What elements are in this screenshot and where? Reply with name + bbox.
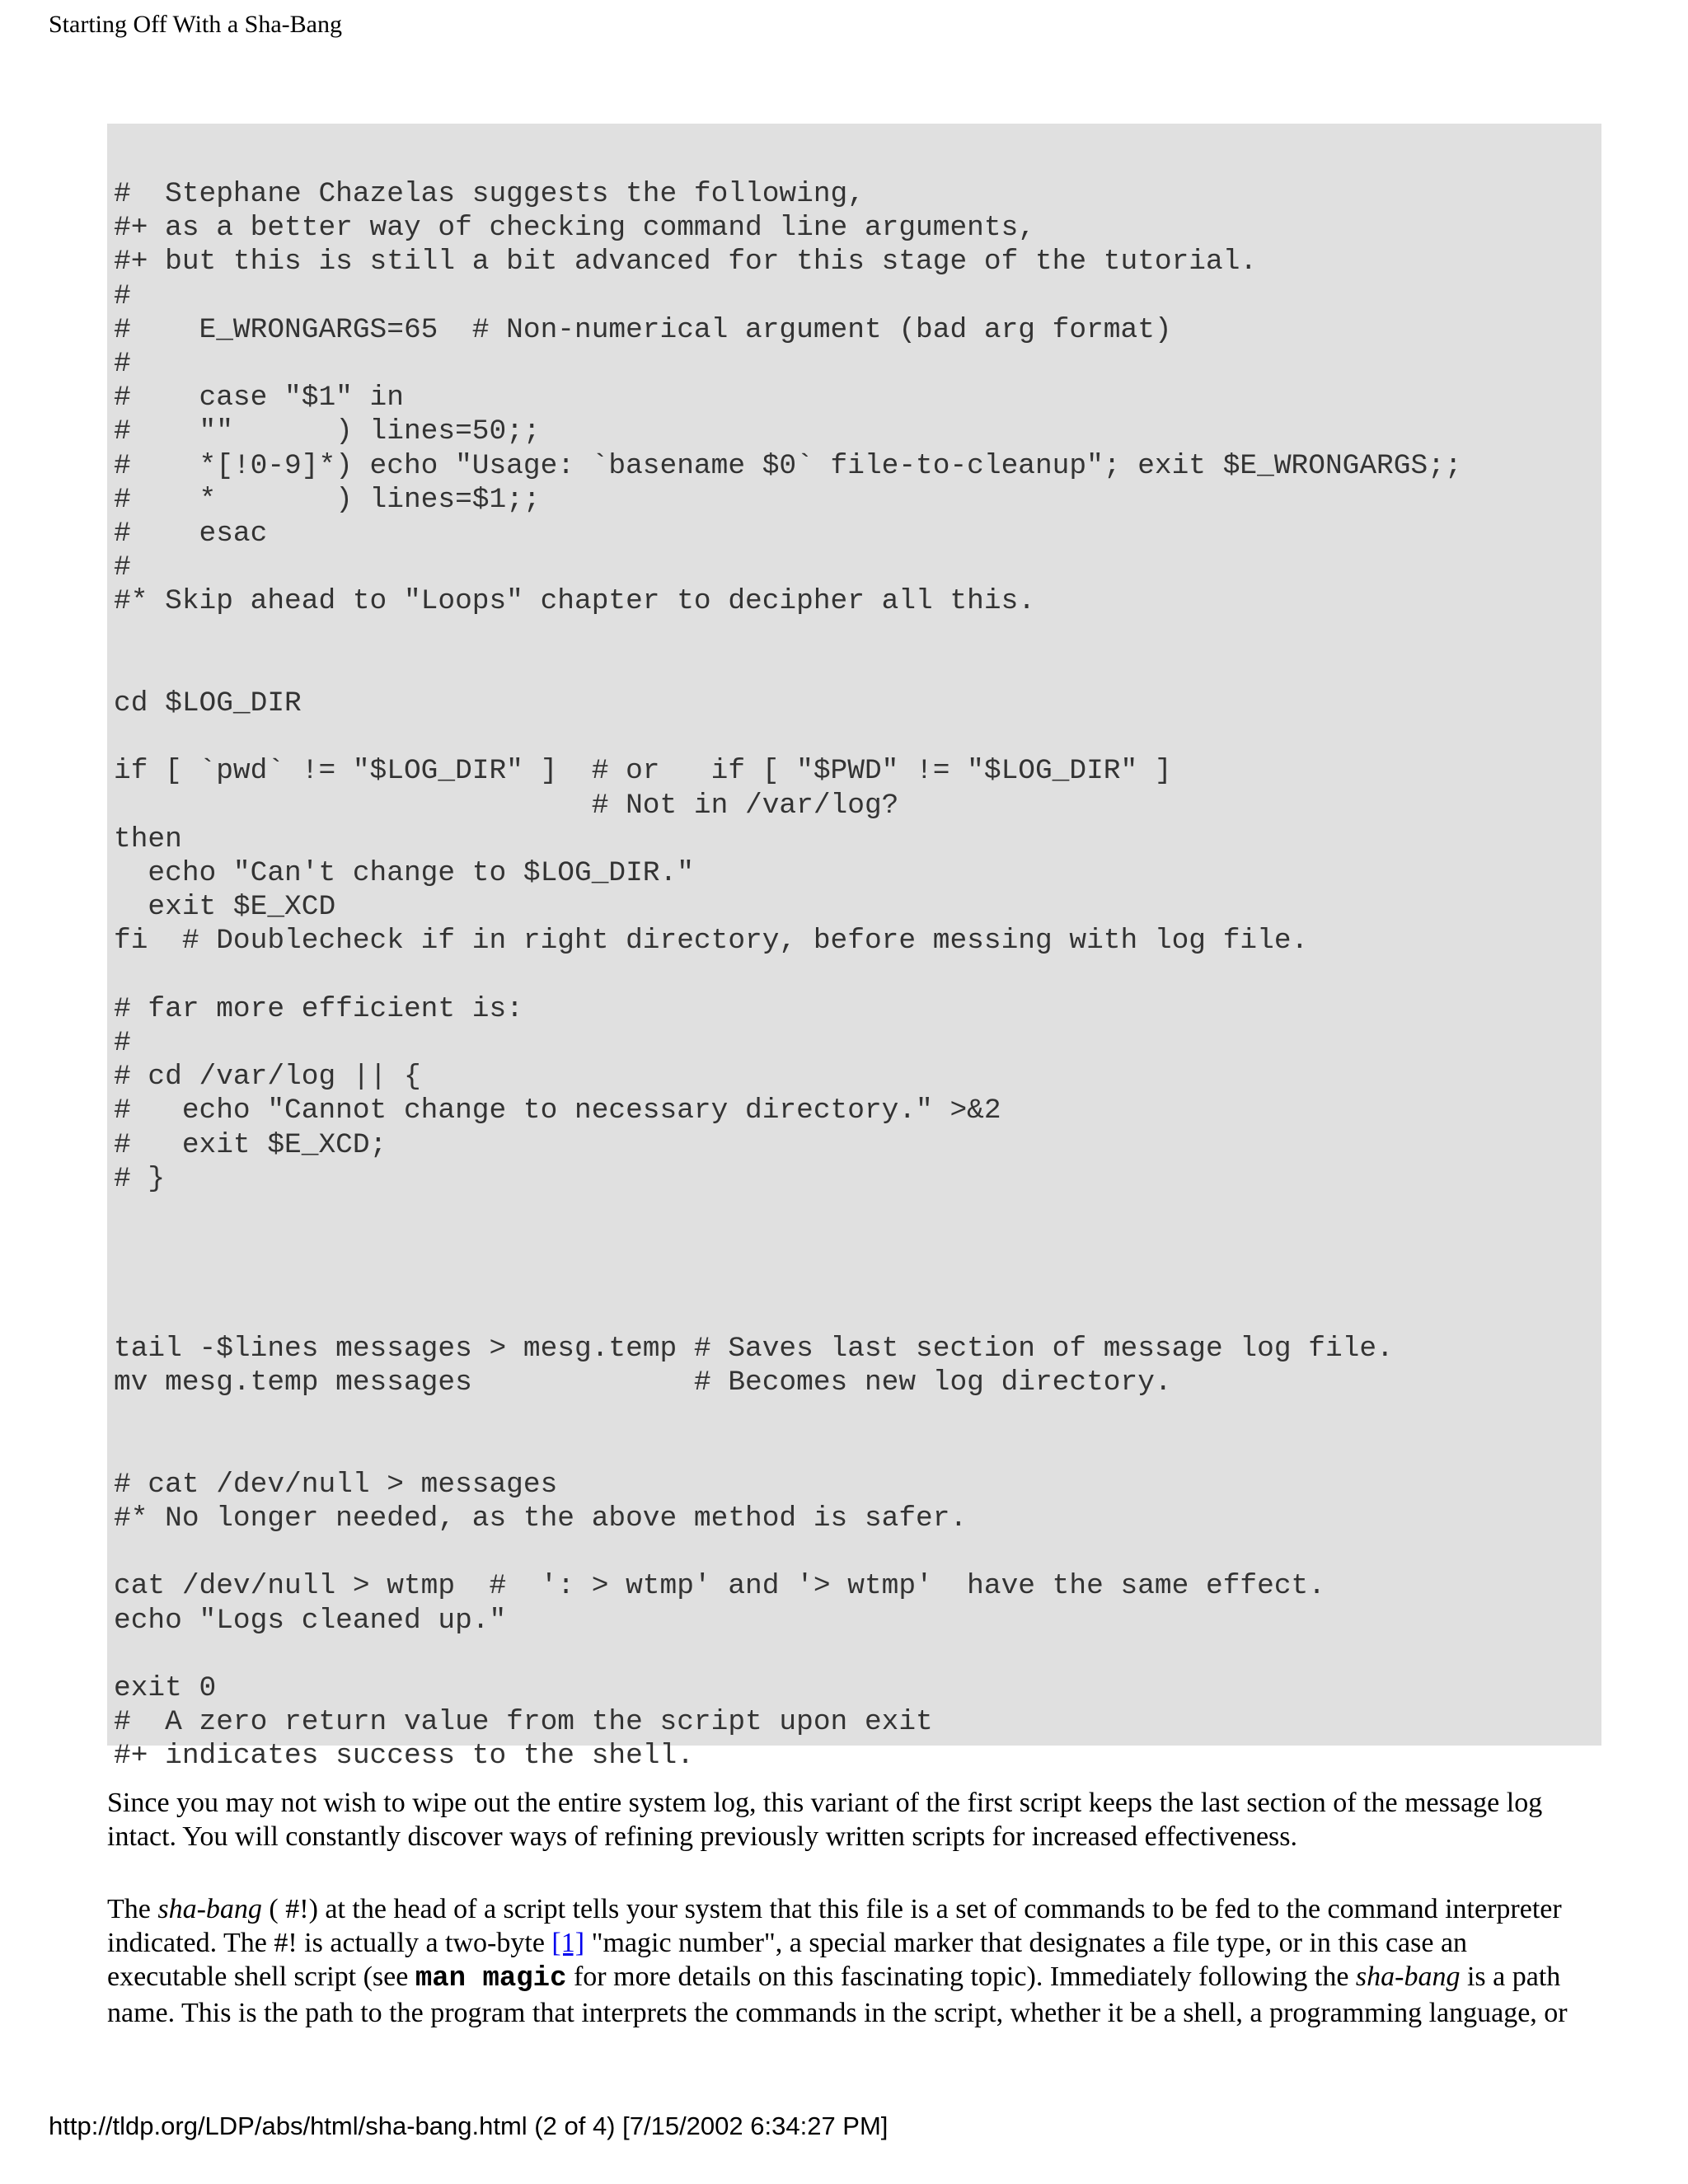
term-sha-bang: sha-bang (157, 1894, 262, 1924)
paragraph-text: ( #!) at the head of a script tells your system that this file is a set of commands to be fed to the command interpreter indicated. The #! is actually a two-byte (107, 1894, 1562, 1958)
code-line: # far more efficient is: (114, 992, 523, 1025)
code-listing (114, 177, 1595, 1774)
code-line: # *[!0-9]*) echo "Usage: `basename $0` file-to-cleanup"; exit $E_WRONGARGS;; (114, 449, 1462, 482)
code-line: cat /dev/null > wtmp # ': > wtmp' and '> wtmp' have the same effect. (114, 1570, 1325, 1603)
code-line: #+ but this is still a bit advanced for this stage of the tutorial. (114, 246, 1258, 279)
command-man-magic: man magic (415, 1963, 567, 1994)
code-line: cd $LOG_DIR (114, 687, 302, 720)
code-line: # case "$1" in (114, 382, 404, 415)
paragraph-log-variant: Since you may not wish to wipe out the entire system log, this variant of the first script keeps the last section of the message log intact. You will constantly discover ways of refining previously written scripts for increased effectiveness. (107, 1788, 1543, 1852)
paragraph-text: The (107, 1894, 158, 1924)
code-line: tail -$lines messages > mesg.temp # Saves last section of message log file. (114, 1332, 1394, 1365)
code-line: #+ as a better way of checking command line arguments, (114, 212, 1035, 245)
footnote-link-1[interactable]: [1] (551, 1928, 585, 1958)
code-line: echo "Logs cleaned up." (114, 1604, 507, 1637)
code-line: # cat /dev/null > messages (114, 1468, 558, 1501)
code-line: # cd /var/log || { (114, 1061, 421, 1094)
code-line: #* Skip ahead to "Loops" chapter to decipher all this. (114, 585, 1035, 618)
code-block (107, 124, 1601, 1773)
code-line: # esac (114, 518, 268, 551)
code-line: # (114, 1027, 131, 1060)
code-line: exit $E_XCD (114, 891, 336, 924)
code-line: # "" ) lines=50;; (114, 415, 541, 448)
code-line: if [ `pwd` != "$LOG_DIR" ] # or if [ "$PWD" != "$LOG_DIR" ] (114, 755, 1172, 788)
code-line: # E_WRONGARGS=65 # Non-numerical argument (bad arg format) (114, 313, 1172, 346)
code-line: #+ indicates success to the shell. (114, 1740, 694, 1773)
code-line: fi # Doublecheck if in right directory, before messing with log file. (114, 925, 1309, 958)
code-line: # (114, 551, 131, 584)
code-line: mv mesg.temp messages # Becomes new log directory. (114, 1366, 1172, 1399)
code-line: # * ) lines=$1;; (114, 483, 541, 516)
paragraph-text: is a path name. This is the path to the program that interprets the commands in the script, whether it be a shell, a programming language, or (107, 1961, 1568, 2028)
code-line: # Not in /var/log? (114, 789, 899, 822)
code-line: exit 0 (114, 1671, 217, 1704)
paragraph-text: for more details on this fascinating topic). Immediately following the (566, 1961, 1356, 1992)
paragraph-sha-bang (107, 1892, 1591, 2030)
code-line: # (114, 348, 131, 381)
code-line: # } (114, 1162, 166, 1195)
code-line: #* No longer needed, as the above method is safer. (114, 1502, 968, 1535)
paragraph-text: "magic number", a special marker that designates a file type, or in this case an executable shell script (see (107, 1928, 1468, 1992)
term-sha-bang: sha-bang (1355, 1961, 1461, 1992)
page-header-title: Starting Off With a Sha-Bang (49, 11, 342, 38)
code-line: # Stephane Chazelas suggests the following, (114, 178, 865, 210)
code-line: # (114, 279, 131, 312)
code-line: then (114, 823, 182, 855)
page-footer-url: http://tldp.org/LDP/abs/html/sha-bang.html (2 of 4) [7/15/2002 6:34:27 PM] (49, 2111, 889, 2140)
code-line: echo "Can't change to $LOG_DIR." (114, 857, 694, 890)
code-line: # echo "Cannot change to necessary directory." >&2 (114, 1094, 1001, 1127)
code-line: # exit $E_XCD; (114, 1128, 387, 1161)
code-line: # A zero return value from the script upon exit (114, 1706, 933, 1739)
